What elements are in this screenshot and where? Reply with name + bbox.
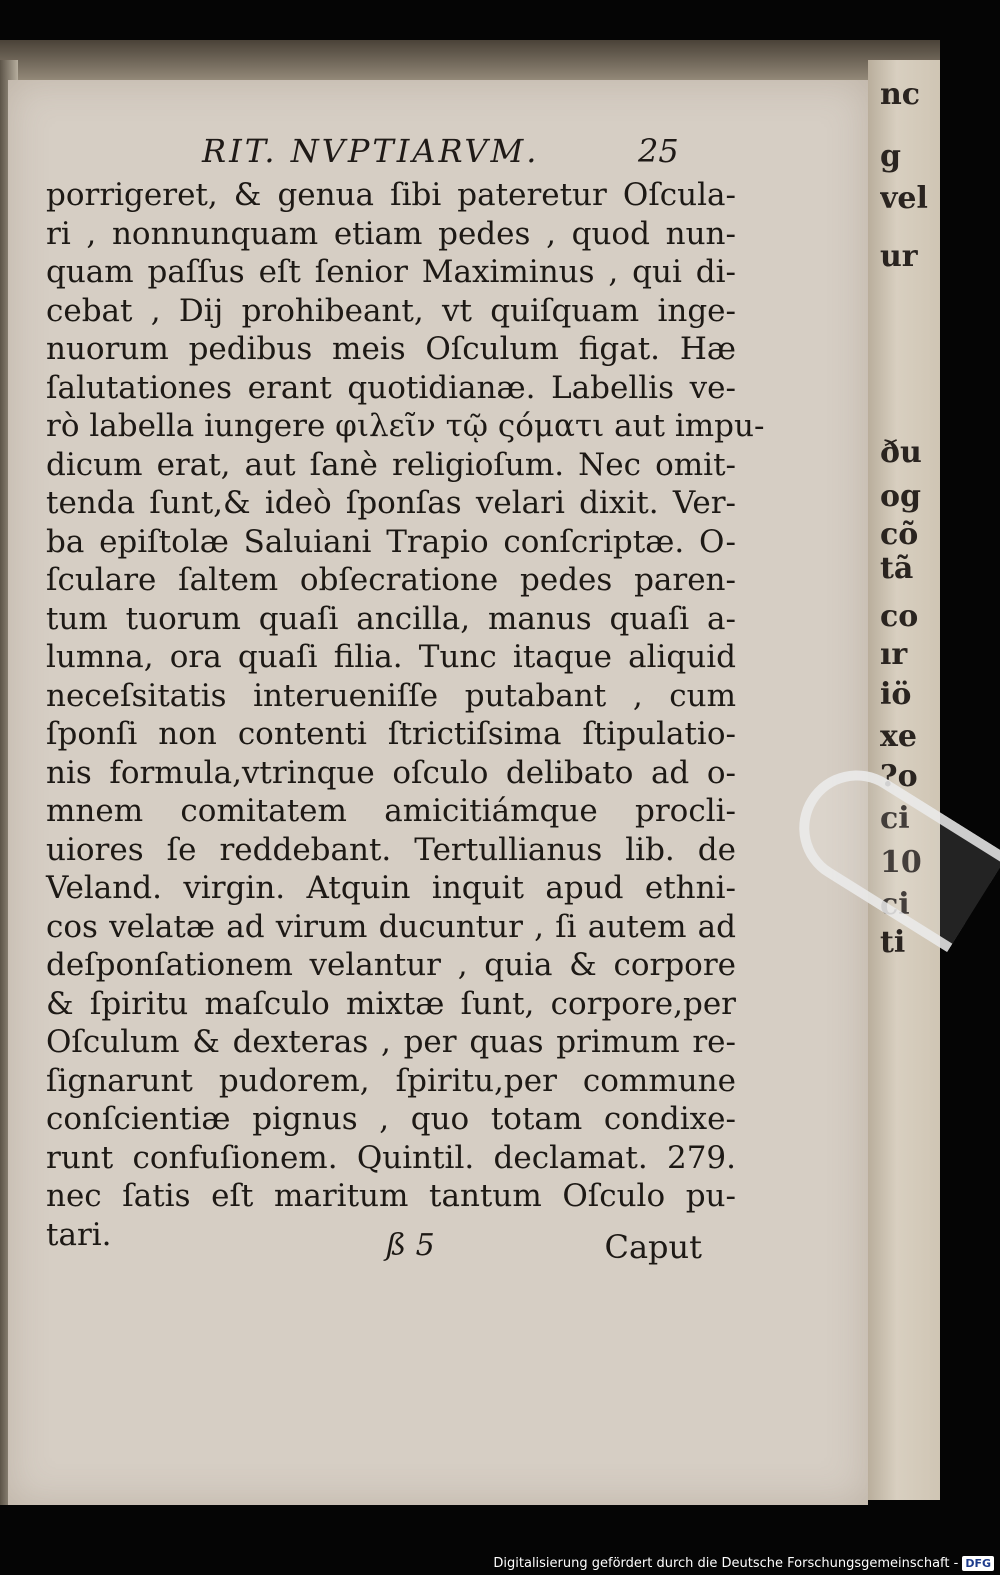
text-line: dicum erat, aut ſanè religioſum. Nec omit-: [46, 446, 736, 483]
text-line: neceſsitatis interueniſſe putabant , cum: [46, 677, 736, 714]
adjacent-fragment: tã: [880, 552, 914, 586]
text-line: nuorum pedibus meis Oſculum figat. Hæ: [46, 331, 736, 367]
adjacent-fragment: og: [880, 480, 921, 514]
text-line: porrigeret, & genua ſibi pateretur Oſcula-: [46, 177, 736, 213]
text-line: rò labella iungere φιλεῖν τῷ ςόματι aut impu-: [46, 408, 765, 444]
adjacent-fragment: ci: [880, 802, 910, 836]
text-line: conſcientiæ pignus , quo totam condixe-: [46, 1101, 736, 1137]
page-footer: [386, 1228, 726, 1272]
text-line: cebat , Dij prohibeant, vt quiſquam inge-: [46, 292, 736, 329]
dfg-logo: DFG: [962, 1556, 994, 1571]
adjacent-fragment: ti: [880, 926, 906, 960]
adjacent-fragment: xe: [880, 720, 917, 754]
text-line: mnem comitatem amicitiámque procli-: [46, 793, 736, 829]
adjacent-fragment: g: [880, 140, 901, 174]
text-line: tenda ſunt,& ideò ſponſas velari dixit. Ver-: [46, 485, 736, 521]
text-line: Veland. virgin. Atquin inquit apud ethni-: [46, 870, 736, 906]
text-line: nis formula,vtrinque oſculo delibato ad o-: [46, 754, 736, 791]
adjacent-fragment: 10: [880, 846, 922, 880]
catchword: Caput: [604, 1228, 702, 1266]
digitization-credit: [493, 1553, 994, 1573]
adjacent-fragment: ur: [880, 240, 918, 274]
running-head-title: RIT. NVPTIARVM.: [202, 132, 540, 170]
text-line: nec ſatis eſt maritum tantum Oſculo pu-: [46, 1178, 736, 1214]
text-line: ſignarunt pudorem, ſpiritu,per commune: [46, 1062, 736, 1099]
adjacent-fragment: cõ: [880, 518, 919, 552]
page-number: 25: [638, 132, 679, 170]
text-line: ſponſi non contenti ſtrictiſsima ſtipulatio-: [46, 716, 736, 752]
adjacent-fragment: ci: [880, 888, 910, 922]
text-line: ſculare ſaltem obſecratione pedes paren-: [46, 562, 736, 598]
text-line: uiores ſe reddebant. Tertullianus lib. de: [46, 831, 736, 868]
text-line: cos velatæ ad virum ducuntur , ſi autem ad: [46, 908, 736, 945]
text-line: ſalutationes erant quotidianæ. Labellis ve-: [46, 369, 736, 406]
adjacent-fragment: nc: [880, 78, 921, 112]
text-line: runt confuſionem. Quintil. declamat. 279.: [46, 1139, 736, 1176]
adjacent-fragment: ?o: [880, 760, 918, 794]
body-text: [46, 176, 765, 1254]
signature-mark: ß 5: [386, 1228, 435, 1263]
text-line: tari.: [46, 1216, 112, 1253]
adjacent-fragment: co: [880, 600, 919, 634]
adjacent-fragment: vel: [880, 182, 928, 216]
adjacent-fragment: ðu: [880, 436, 922, 470]
text-line: ri , nonnunquam etiam pedes , quod nun-: [46, 215, 736, 252]
text-line: deſponſationem velantur , quia & corpore: [46, 947, 736, 983]
adjacent-fragment: iö: [880, 678, 912, 712]
credit-text: Digitalisierung gefördert durch die Deutsche Forschungsgemeinschaft -: [493, 1555, 959, 1571]
text-line: ba epiſtolæ Saluiani Trapio conſcriptæ. O-: [46, 523, 736, 560]
text-line: Oſculum & dexteras , per quas primum re-: [46, 1024, 736, 1060]
text-line: tum tuorum quaſi ancilla, manus quaſi a-: [46, 600, 736, 637]
text-line: lumna, ora quaſi filia. Tunc itaque aliquid: [46, 639, 736, 675]
text-line: quam paſſus eſt ſenior Maximinus , qui di-: [46, 254, 736, 290]
adjacent-fragment: ır: [880, 638, 908, 672]
text-line: & ſpiritu maſculo mixtæ ſunt, corpore,per: [46, 985, 736, 1022]
running-head: [150, 132, 690, 176]
